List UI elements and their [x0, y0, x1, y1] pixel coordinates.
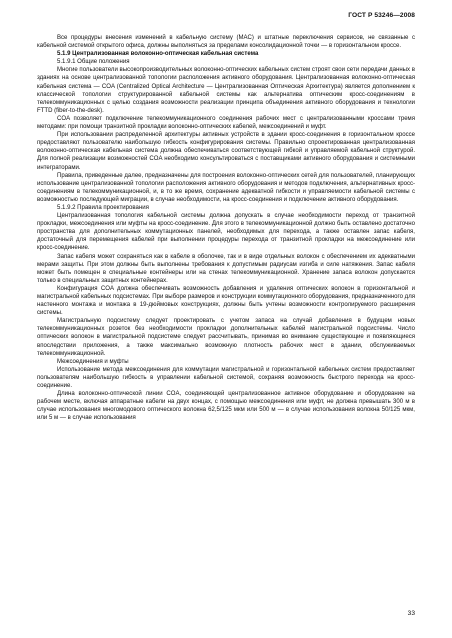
standard-header: ГОСТ Р 53246—2008 — [348, 12, 415, 19]
paragraph: Централизованная топология кабельной системы должна допускать в случае необходимости переход от транзитной прокладки, межсоединения или муфты на кросс-соединение. Для этого в телекоммуникационной должно быть оставлено достаточно пространства для дополнительных коммутационных панелей, необходимых для перехода, а также оставлен запас кабеля, достаточный для перемещения кабелей при выполнении процедуры перехода от транзитной прокладки на межсоединение или кросс-соединение. — [37, 213, 415, 252]
subheading: Межсоединения и муфты — [57, 358, 129, 365]
paragraph: Конфигурация COA должна обеспечивать возможность добавления и удаления оптических волокон в горизонтальной и магистральной кабельных подсистемах. При выборе размеров и конструкции коммутационного оборудования, предназначенного для настенного монтажа и монтажа в 19-дюймовых конструкциях, должны быть учтены возможности контролируемого расширения системы. — [37, 285, 415, 317]
paragraph: Многие пользователи высокопроизводительных волоконно-оптических кабельных систем строят свои сети передачи данных в зданиях на основе централизованной топологии расположения активного оборудования. Централизованная волоконно-оптическая кабельная система — COA (Centralized Optical Architecture — Централизованная Оптическая Архитектура) является дополнением к классической топологии структурированной кабельной системы как альтернатива оптическим кросс-соединениям в телекоммуникационных с целью создания возможности реализации принципа объединения активного оборудования и технологии FTTD (fiber-to-the-desk). — [37, 67, 415, 114]
paragraph: Использование метода межсоединения для коммутации магистральной и горизонтальной кабельных систем предоставляет пользователям наибольшую гибкость в управлении кабельной системой, сохраняя возможность быстрого перехода на кросс-соединение. — [37, 366, 415, 390]
paragraph: Запас кабеля может сохраняться как в кабеле в оболочке, так и в виде отдельных волокон с обеспечением их адекватными мерами защиты. При этом должны быть выполнены требования к допустимым радиусам изгиба и силе натяжения. Запас кабеля может быть помещен в специальные контейнеры или на стенах телекоммуникационной. Хранение запаса волокон допускается только в специальных защитных контейнерах. — [37, 253, 415, 284]
section-heading: 5.1.9 Централизованная волоконно-оптическая кабельная система — [57, 51, 259, 58]
paragraph: Длина волоконно-оптической линии COA, соединяющей централизованное активное оборудование и оборудование на рабочем месте, включая аппаратные кабели на двух концах, с помощью межсоединения или муфт, не должна превышать 300 м в случае использования многомодового оптического волокна 62,5/125 мкм или 500 м — в случае использования волокна 50/125 мкм, или 5 м — в случае использования — [37, 391, 415, 422]
document-body — [37, 34, 415, 423]
paragraph: COA позволяет подключение телекоммуникационного соединения рабочих мест с централизованными кроссами тремя методами: при помощи транзитной прокладки волоконно-оптических кабелей, межсоединений и муфт. — [37, 115, 415, 131]
subsection-heading: 5.1.9.1 Общие положения — [57, 59, 130, 66]
subsection-heading: 5.1.9.2 Правила проектирования — [57, 204, 149, 211]
paragraph: Магистральную подсистему следует проектировать с учетом запаса на случай добавления в будущем новых телекоммуникационных розеток без необходимости прокладки дополнительных кабелей магистральной подсистемы. Число оптических волокон в магистральной подсистеме следует рассчитывать, принимая во внимание существующие и появляющиеся впоследствии приложения, а также максимально возможную плотность рабочих мест в здании, обслуживаемых телекоммуникационной. — [37, 318, 415, 357]
paragraph: Все процедуры внесения изменений в кабельную систему (MAC) и штатные переключения сервисов, не связанные с кабельной системой открытого офиса, должны выполняться за пределами консолидационной точки — в горизонтальном кроссе. — [37, 35, 415, 50]
page-number: 33 — [407, 610, 415, 617]
paragraph: Правила, приведенные далее, предназначены для построения волоконно-оптических сетей для пользователей, планирующих использование централизованной топологии расположения активного оборудования и методов подключения, альтернативных кросс-соединениям в телекоммуникационной, и, в то же время, сохранение адекватной гибкости и управляемости кабельной системы с возможностью последующей миграции, в случае необходимости, на кросс-соединения и подключение активного оборудования. — [37, 172, 415, 203]
paragraph: При использовании распределенной архитектуры активных устройств в здании кросс-соединения в горизонтальном кроссе предоставляют пользователю наибольшую гибкость конфигурирования системы. Правильно спроектированная централизованная волоконно-оптическая кабельная система должна обеспечиваться соответствующей гибкой и управляемой кабельной структурой. Для полной реализации возможностей COA необходимо консультироваться с поставщиками активного оборудования и системными интеграторами. — [37, 132, 415, 171]
